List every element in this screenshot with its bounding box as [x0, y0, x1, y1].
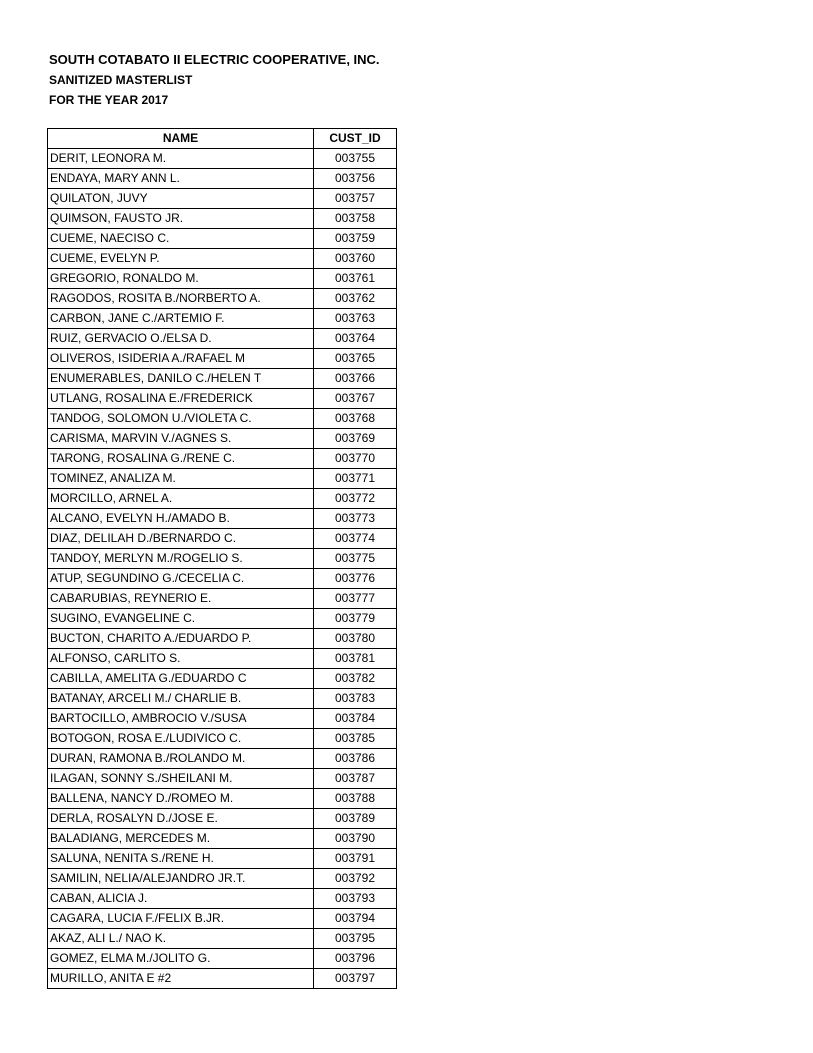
table-row: [48, 589, 397, 609]
customer-name-cell: CAGARA, LUCIA F./FELIX B.JR.: [48, 909, 314, 929]
customer-id-cell: 003795: [314, 929, 397, 949]
customer-id-cell: 003777: [314, 589, 397, 609]
customer-name-cell: CUEME, EVELYN P.: [48, 249, 314, 269]
customer-name-cell: SAMILIN, NELIA/ALEJANDRO JR.T.: [48, 869, 314, 889]
customer-id-cell: 003789: [314, 809, 397, 829]
customer-name-cell: ENUMERABLES, DANILO C./HELEN T: [48, 369, 314, 389]
table-row: [48, 369, 397, 389]
table-row: [48, 889, 397, 909]
customer-id-cell: 003771: [314, 469, 397, 489]
customer-name-cell: BATANAY, ARCELI M./ CHARLIE B.: [48, 689, 314, 709]
customer-name-cell: ALFONSO, CARLITO S.: [48, 649, 314, 669]
customer-name-cell: DERIT, LEONORA M.: [48, 149, 314, 169]
customer-name-cell: OLIVEROS, ISIDERIA A./RAFAEL M: [48, 349, 314, 369]
table-row: [48, 629, 397, 649]
table-row: [48, 169, 397, 189]
cust-id-column-header: CUST_ID: [314, 129, 397, 149]
customer-id-cell: 003765: [314, 349, 397, 369]
table-row: [48, 809, 397, 829]
table-row: [48, 329, 397, 349]
customer-name-cell: BALADIANG, MERCEDES M.: [48, 829, 314, 849]
customer-id-cell: 003756: [314, 169, 397, 189]
customer-name-cell: UTLANG, ROSALINA E./FREDERICK: [48, 389, 314, 409]
table-row: [48, 189, 397, 209]
customer-name-cell: RUIZ, GERVACIO O./ELSA D.: [48, 329, 314, 349]
table-row: [48, 729, 397, 749]
table-row: [48, 269, 397, 289]
customer-name-cell: TOMINEZ, ANALIZA M.: [48, 469, 314, 489]
customer-id-cell: 003782: [314, 669, 397, 689]
customer-id-cell: 003759: [314, 229, 397, 249]
table-row: [48, 929, 397, 949]
table-row: [48, 429, 397, 449]
table-row: [48, 569, 397, 589]
customer-id-cell: 003781: [314, 649, 397, 669]
customer-id-cell: 003762: [314, 289, 397, 309]
customer-name-cell: CARISMA, MARVIN V./AGNES S.: [48, 429, 314, 449]
table-row: [48, 409, 397, 429]
customer-id-cell: 003761: [314, 269, 397, 289]
customer-name-cell: CARBON, JANE C./ARTEMIO F.: [48, 309, 314, 329]
table-body: [48, 149, 397, 989]
table-row: [48, 749, 397, 769]
customer-id-cell: 003770: [314, 449, 397, 469]
table-row: [48, 509, 397, 529]
customer-name-cell: ATUP, SEGUNDINO G./CECELIA C.: [48, 569, 314, 589]
customer-id-cell: 003792: [314, 869, 397, 889]
customer-name-cell: CUEME, NAECISO C.: [48, 229, 314, 249]
table-row: [48, 609, 397, 629]
table-row: [48, 529, 397, 549]
customer-id-cell: 003760: [314, 249, 397, 269]
customer-id-cell: 003794: [314, 909, 397, 929]
customer-name-cell: QUILATON, JUVY: [48, 189, 314, 209]
table-row: [48, 669, 397, 689]
customer-name-cell: GREGORIO, RONALDO M.: [48, 269, 314, 289]
customer-id-cell: 003796: [314, 949, 397, 969]
table-row: [48, 829, 397, 849]
customer-id-cell: 003758: [314, 209, 397, 229]
table-row: [48, 849, 397, 869]
customer-id-cell: 003791: [314, 849, 397, 869]
customer-name-cell: AKAZ, ALI L./ NAO K.: [48, 929, 314, 949]
table-row: [48, 709, 397, 729]
customer-name-cell: BARTOCILLO, AMBROCIO V./SUSA: [48, 709, 314, 729]
table-row: [48, 209, 397, 229]
customer-name-cell: BALLENA, NANCY D./ROMEO M.: [48, 789, 314, 809]
customer-id-cell: 003788: [314, 789, 397, 809]
customer-name-cell: CABILLA, AMELITA G./EDUARDO C: [48, 669, 314, 689]
customer-id-cell: 003764: [314, 329, 397, 349]
customer-name-cell: DERLA, ROSALYN D./JOSE E.: [48, 809, 314, 829]
table-row: [48, 469, 397, 489]
customer-id-cell: 003784: [314, 709, 397, 729]
customer-id-cell: 003775: [314, 549, 397, 569]
customer-id-cell: 003780: [314, 629, 397, 649]
table-row: [48, 949, 397, 969]
customer-id-cell: 003786: [314, 749, 397, 769]
table-row: [48, 769, 397, 789]
customer-name-cell: DURAN, RAMONA B./ROLANDO M.: [48, 749, 314, 769]
document-header: [49, 50, 380, 110]
table-row: [48, 649, 397, 669]
table-row: [48, 909, 397, 929]
customer-name-cell: GOMEZ, ELMA M./JOLITO G.: [48, 949, 314, 969]
table-row: [48, 489, 397, 509]
table-row: [48, 969, 397, 989]
customer-name-cell: MURILLO, ANITA E #2: [48, 969, 314, 989]
table-row: [48, 229, 397, 249]
table-row: [48, 309, 397, 329]
masterlist-table: [47, 128, 397, 989]
table-header-row: [48, 129, 397, 149]
customer-id-cell: 003769: [314, 429, 397, 449]
customer-id-cell: 003776: [314, 569, 397, 589]
customer-id-cell: 003768: [314, 409, 397, 429]
customer-name-cell: DIAZ, DELILAH D./BERNARDO C.: [48, 529, 314, 549]
customer-name-cell: BUCTON, CHARITO A./EDUARDO P.: [48, 629, 314, 649]
customer-id-cell: 003766: [314, 369, 397, 389]
customer-name-cell: RAGODOS, ROSITA B./NORBERTO A.: [48, 289, 314, 309]
customer-name-cell: TANDOY, MERLYN M./ROGELIO S.: [48, 549, 314, 569]
customer-name-cell: TARONG, ROSALINA G./RENE C.: [48, 449, 314, 469]
customer-name-cell: TANDOG, SOLOMON U./VIOLETA C.: [48, 409, 314, 429]
customer-id-cell: 003757: [314, 189, 397, 209]
customer-id-cell: 003785: [314, 729, 397, 749]
customer-id-cell: 003787: [314, 769, 397, 789]
customer-name-cell: SUGINO, EVANGELINE C.: [48, 609, 314, 629]
customer-id-cell: 003783: [314, 689, 397, 709]
customer-name-cell: ALCANO, EVELYN H./AMADO B.: [48, 509, 314, 529]
customer-name-cell: MORCILLO, ARNEL A.: [48, 489, 314, 509]
customer-name-cell: QUIMSON, FAUSTO JR.: [48, 209, 314, 229]
customer-name-cell: ENDAYA, MARY ANN L.: [48, 169, 314, 189]
table-row: [48, 869, 397, 889]
document-subtitle: SANITIZED MASTERLIST: [49, 73, 193, 87]
customer-id-cell: 003767: [314, 389, 397, 409]
table-row: [48, 389, 397, 409]
table-row: [48, 789, 397, 809]
table-row: [48, 249, 397, 269]
customer-id-cell: 003772: [314, 489, 397, 509]
customer-id-cell: 003763: [314, 309, 397, 329]
customer-name-cell: CABAN, ALICIA J.: [48, 889, 314, 909]
customer-id-cell: 003790: [314, 829, 397, 849]
customer-name-cell: SALUNA, NENITA S./RENE H.: [48, 849, 314, 869]
table-row: [48, 349, 397, 369]
customer-id-cell: 003773: [314, 509, 397, 529]
table-row: [48, 149, 397, 169]
customer-name-cell: BOTOGON, ROSA E./LUDIVICO C.: [48, 729, 314, 749]
customer-id-cell: 003797: [314, 969, 397, 989]
table-row: [48, 289, 397, 309]
document-year: FOR THE YEAR 2017: [49, 93, 169, 107]
company-title: SOUTH COTABATO II ELECTRIC COOPERATIVE, INC.: [49, 52, 380, 67]
customer-id-cell: 003779: [314, 609, 397, 629]
name-column-header: NAME: [48, 129, 314, 149]
customer-id-cell: 003793: [314, 889, 397, 909]
customer-name-cell: ILAGAN, SONNY S./SHEILANI M.: [48, 769, 314, 789]
customer-name-cell: CABARUBIAS, REYNERIO E.: [48, 589, 314, 609]
table-row: [48, 549, 397, 569]
customer-id-cell: 003774: [314, 529, 397, 549]
table-row: [48, 449, 397, 469]
customer-id-cell: 003755: [314, 149, 397, 169]
table-row: [48, 689, 397, 709]
